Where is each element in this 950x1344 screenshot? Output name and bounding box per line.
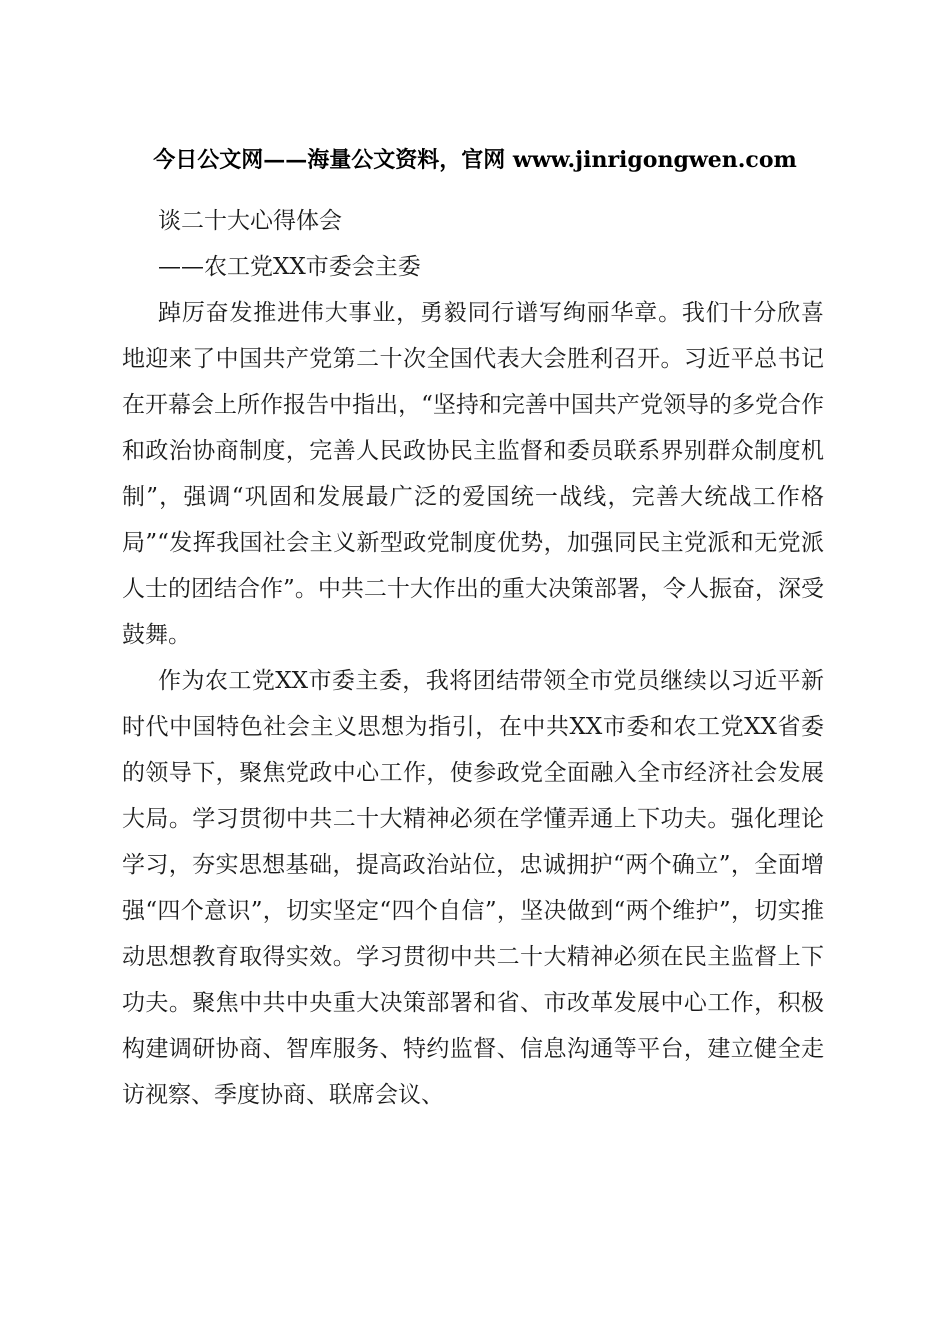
document-subtitle: ——农工党XX市委会主委 xyxy=(158,254,421,280)
paragraph-1: 踔厉奋发推进伟大事业，勇毅同行谱写绚丽华章。我们十分欣喜地迎来了中国共产党第二十次全国代表大会胜利召开。习近平总书记在开幕会上所作报告中指出，“坚持和完善中国共产党领导的多党合作和政治协商制度，完善人民政协民主监督和委员联系界别群众制度机制”，强调“巩固和发展最广泛的爱国统一战线，完善大统战工作格局”“发挥我国社会主义新型政党制度优势，加强同民主党派和无党派人士的团结合作”。中共二十大作出的重大决策部署，令人振奋，深受鼓舞。 xyxy=(122,300,824,648)
site-header: 今日公文网——海量公文资料，官网 www.jinrigongwen.com xyxy=(153,147,797,173)
paragraph-2: 作为农工党XX市委主委，我将团结带领全市党员继续以习近平新时代中国特色社会主义思想为指引，在中共XX市委和农工党XX省委的领导下，聚焦党政中心工作，使参政党全面融入全市经济社会发展大局。学习贯彻中共二十大精神必须在学懂弄通上下功夫。强化理论学习，夯实思想基础，提高政治站位，忠诚拥护“两个确立”，全面增强“四个意识”，切实坚定“四个自信”，坚决做到“两个维护”，切实推动思想教育取得实效。学习贯彻中共二十大精神必须在民主监督上下功夫。聚焦中共中央重大决策部署和省、市改革发展中心工作，积极构建调研协商、智库服务、特约监督、信息沟通等平台，建立健全走访视察、季度协商、联席会议、 xyxy=(122,668,824,1108)
document-title: 谈二十大心得体会 xyxy=(158,208,342,234)
document-body xyxy=(122,198,824,1118)
